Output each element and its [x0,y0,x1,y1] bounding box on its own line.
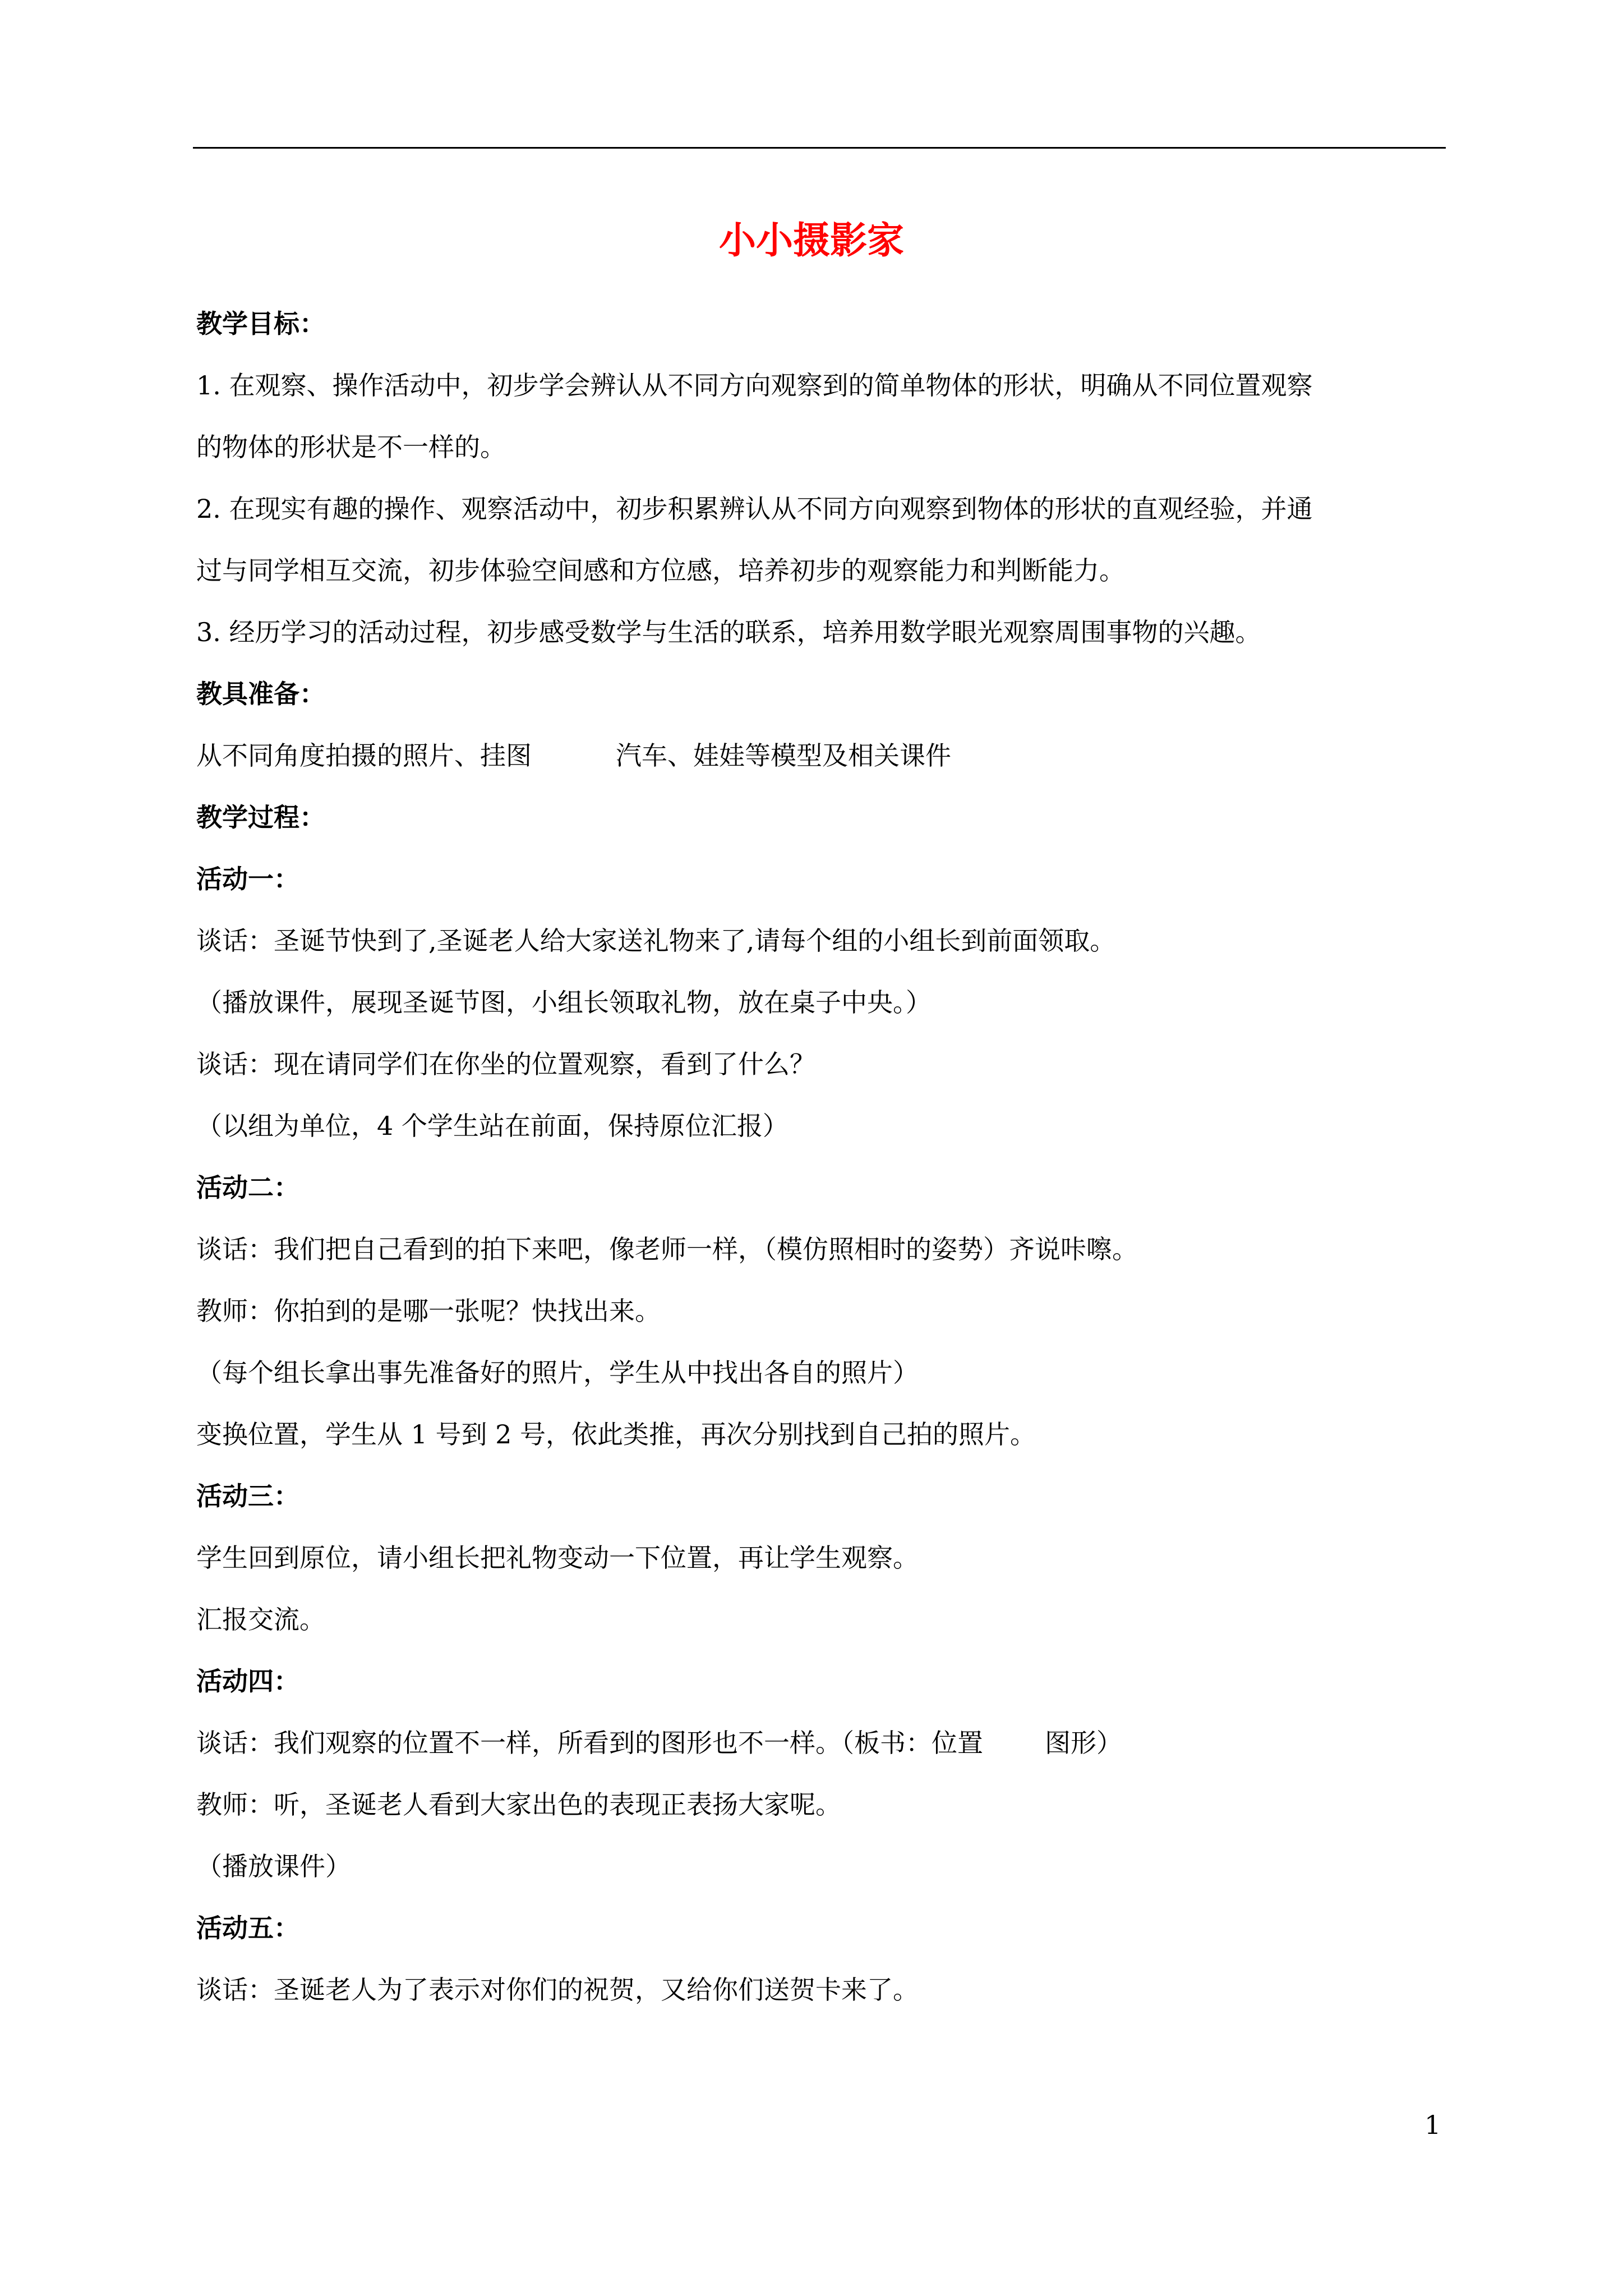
materials-part-2: 汽车、娃娃等模型及相关课件 [616,740,951,771]
activity-2-line-4: 变换位置，学生从 1 号到 2 号，依此类推，再次分别找到自己拍的照片。 [196,1419,1036,1450]
objectives-heading: 教学目标： [196,309,325,339]
objective-2-line-2: 过与同学相互交流，初步体验空间感和方位感，培养初步的观察能力和判断能力。 [196,555,1125,586]
materials-line [196,725,1447,786]
activity-4-heading: 活动四： [196,1666,299,1696]
page-number: 1 [1424,2110,1441,2140]
activity-4-line-3: （播放课件） [196,1851,351,1881]
materials-part-1: 从不同角度拍摄的照片、挂图 [196,740,532,771]
activity-5-heading: 活动五： [196,1913,299,1943]
activity-2-line-3: （每个组长拿出事先准备好的照片，学生从中找出各自的照片） [196,1358,919,1388]
activity-1-line-4: （以组为单位，4 个学生站在前面，保持原位汇报） [196,1111,789,1141]
activity-3-line-2: 汇报交流。 [196,1604,325,1635]
process-heading: 教学过程： [196,802,325,832]
activity-1-line-1: 谈话：圣诞节快到了,圣诞老人给大家送礼物来了,请每个组的小组长到前面领取。 [196,926,1116,956]
activity-1-line-3: 谈话：现在请同学们在你坐的位置观察，看到了什么？ [196,1049,815,1079]
activity-1-heading: 活动一： [196,864,299,894]
header-rule [193,147,1446,149]
objective-1-line-2: 的物体的形状是不一样的。 [196,432,506,462]
activity-3-heading: 活动三： [196,1481,299,1511]
activity-4-line-1-part-2: 图形） [1045,1728,1122,1758]
activity-2-line-1: 谈话：我们把自己看到的拍下来吧，像老师一样，（模仿照相时的姿势）齐说咔嚓。 [196,1234,1138,1264]
objective-3: 3. 经历学习的活动过程，初步感受数学与生活的联系，培养用数学眼光观察周围事物的兴趣。 [196,617,1261,647]
activity-1-line-2: （播放课件，展现圣诞节图，小组长领取礼物，放在桌子中央。） [196,987,932,1018]
activity-2-heading: 活动二： [196,1172,299,1203]
objective-1-line-1: 1. 在观察、操作活动中，初步学会辨认从不同方向观察到的简单物体的形状，明确从不同位置观察 [196,370,1313,401]
objective-2-line-1: 2. 在现实有趣的操作、观察活动中，初步积累辨认从不同方向观察到物体的形状的直观经验，并通 [196,494,1313,524]
activity-4-line-2: 教师：听，圣诞老人看到大家出色的表现正表扬大家呢。 [196,1789,841,1820]
activity-4-line-1 [196,1712,1447,1774]
activity-3-line-1: 学生回到原位，请小组长把礼物变动一下位置，再让学生观察。 [196,1543,919,1573]
activity-5-line-1: 谈话：圣诞老人为了表示对你们的祝贺，又给你们送贺卡来了。 [196,1975,919,2005]
activity-4-line-1-part-1: 谈话：我们观察的位置不一样，所看到的图形也不一样。（板书：位置 [196,1728,983,1758]
document-body [196,293,1447,2021]
materials-heading: 教具准备： [196,679,325,709]
activity-2-line-2: 教师：你拍到的是哪一张呢？快找出来。 [196,1296,661,1326]
document-title: 小小摄影家 [719,218,904,262]
